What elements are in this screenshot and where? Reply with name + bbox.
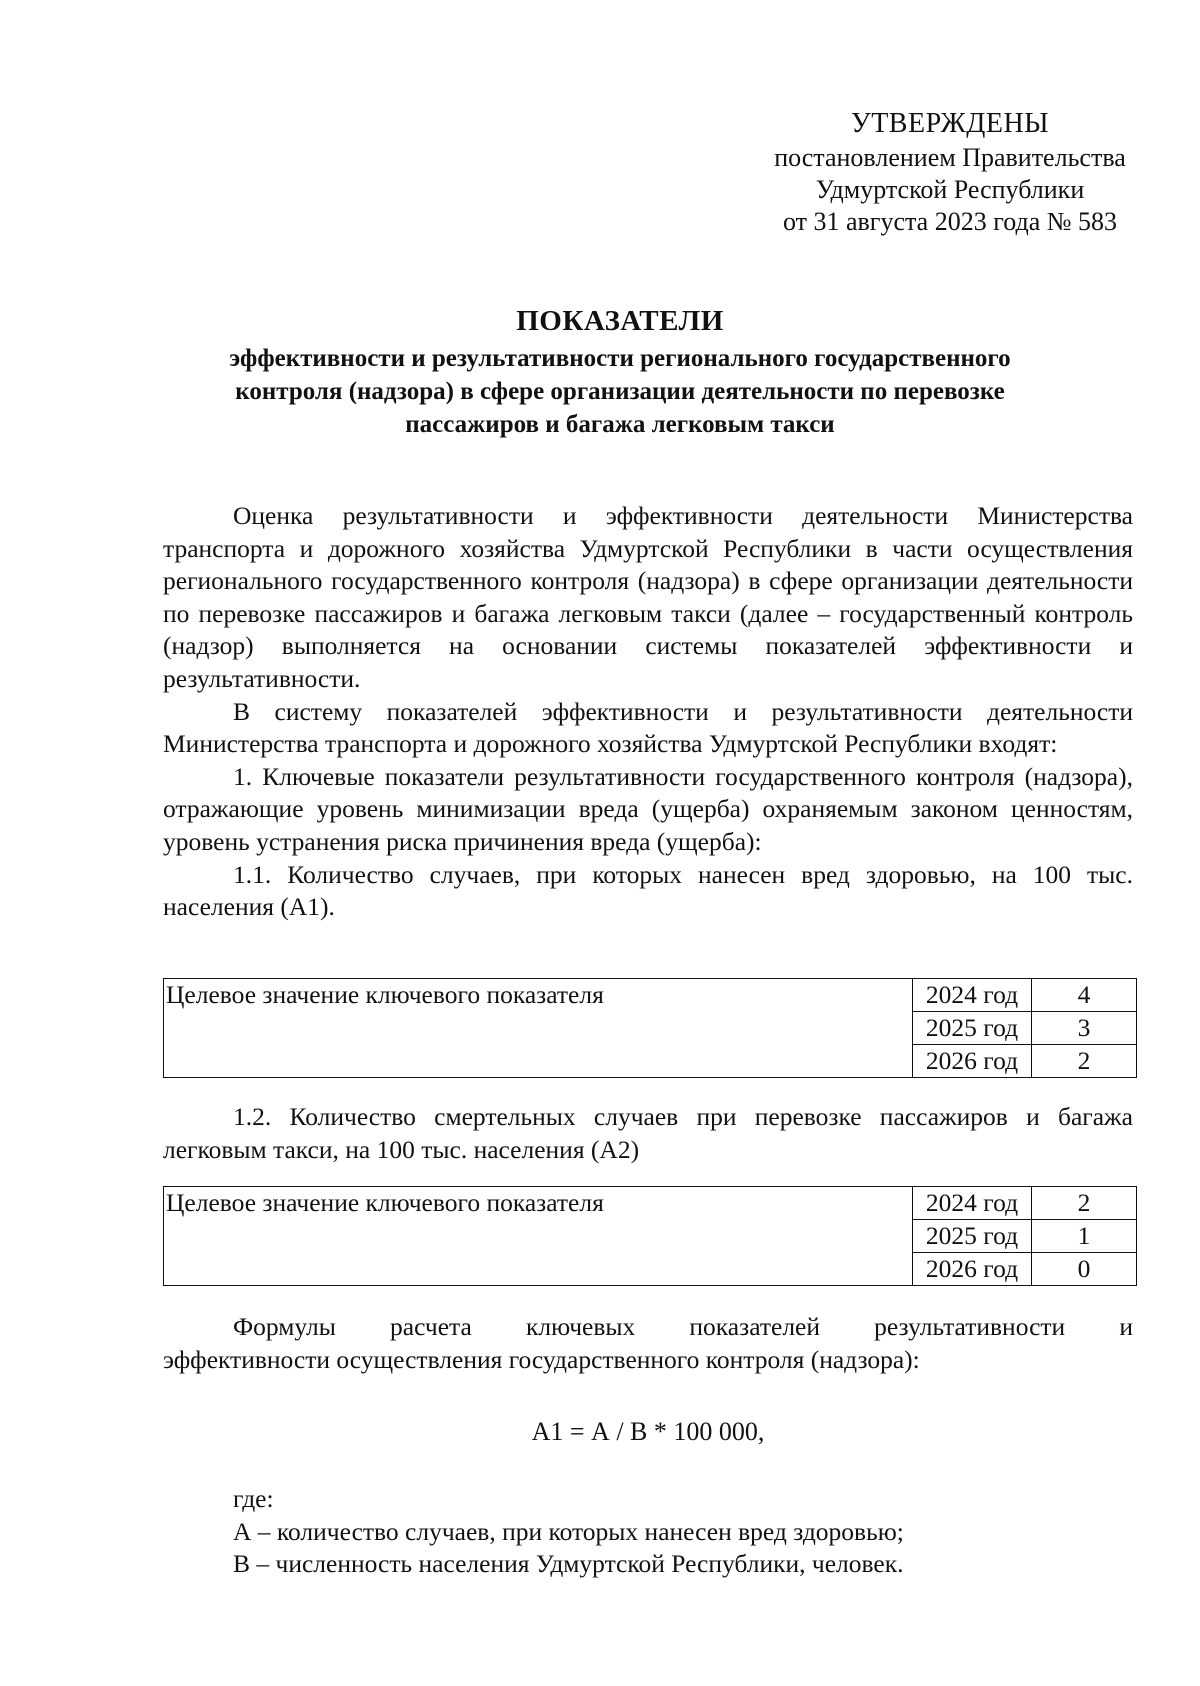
formula-a1: А1 = А / В * 100 000, <box>531 1417 765 1446</box>
legend-item-a: А – количество случаев, при которых нанесен вред здоровью; <box>233 1516 904 1546</box>
kpi-year: 2026 год <box>913 1045 1032 1078</box>
paragraph-2: В систему показателей эффективности и результативности деятельности Министерства транспорта и дорожного хозяйства Удмуртской Республики входят: <box>163 696 1133 759</box>
formulas-intro <box>163 1311 1133 1376</box>
kpi-value: 1 <box>1032 1220 1137 1253</box>
title-main: ПОКАЗАТЕЛИ <box>516 305 724 337</box>
paragraph-4: 1.1. Количество случаев, при которых нанесен вред здоровью, на 100 тыс. населения (А1). <box>163 859 1133 922</box>
kpi-value: 2 <box>1032 1045 1137 1078</box>
formula-legend <box>233 1483 1133 1581</box>
kpi-year: 2025 год <box>913 1220 1032 1253</box>
approval-line-1: постановлением Правительства <box>774 143 1126 172</box>
kpi-year: 2025 год <box>913 1012 1032 1045</box>
approval-line-2: Удмуртской Республики <box>815 175 1085 204</box>
paragraph-3: 1. Ключевые показатели результативности государственного контроля (надзора), отражающие уровень минимизации вреда (ущерба) охраняемым законом ценностям, уровень устранения риска причинения вреда (ущерба): <box>163 761 1133 856</box>
legend-label: где: <box>233 1484 274 1513</box>
kpi-value: 3 <box>1032 1012 1137 1045</box>
kpi-label: Целевое значение ключевого показателя <box>164 979 913 1078</box>
kpi-year: 2024 год <box>913 979 1032 1012</box>
kpi-value: 0 <box>1032 1253 1137 1286</box>
table-row <box>164 1187 1137 1220</box>
kpi-label: Целевое значение ключевого показателя <box>164 1187 913 1286</box>
kpi-value: 2 <box>1032 1187 1137 1220</box>
document-title <box>200 304 1040 441</box>
table-row <box>164 979 1137 1012</box>
kpi-year: 2026 год <box>913 1253 1032 1286</box>
kpi-table-a2 <box>163 1186 1137 1286</box>
paragraph-1: Оценка результативности и эффективности деятельности Министерства транспорта и дорожного хозяйства Удмуртской Республики в части осуществления регионального государственного контроля (надзора) в сфере организации деятельности по перевозке пассажиров и багажа легковым такси (далее – государственный контроль (надзор) выполняется на основании системы показателей эффективности и результативности. <box>163 501 1133 693</box>
title-subtitle: эффективности и результативности регионального государственного контроля (надзора) в сфере организации деятельности по перевозке пассажиров и багажа легковым такси <box>229 345 1011 438</box>
kpi-table-a1 <box>163 978 1137 1078</box>
body-text <box>163 500 1133 924</box>
kpi-year: 2024 год <box>913 1187 1032 1220</box>
indicator-2-text: 1.2. Количество смертельных случаев при перевозке пассажиров и багажа легковым такси, на 100 тыс. населения (А2) <box>163 1102 1133 1164</box>
formulas-intro-line-2: эффективности осуществления государственного контроля (надзора): <box>163 1344 920 1374</box>
formulas-intro-line-1: Формулы расчета ключевых показателей результативности и <box>233 1312 1133 1341</box>
approval-block <box>740 108 1160 238</box>
approval-line-3: от 31 августа 2023 года № 583 <box>782 207 1118 236</box>
kpi-value: 4 <box>1032 979 1137 1012</box>
legend-item-b: В – численность населения Удмуртской Республики, человек. <box>233 1549 904 1579</box>
approval-title: УТВЕРЖДЕНЫ <box>850 108 1050 139</box>
